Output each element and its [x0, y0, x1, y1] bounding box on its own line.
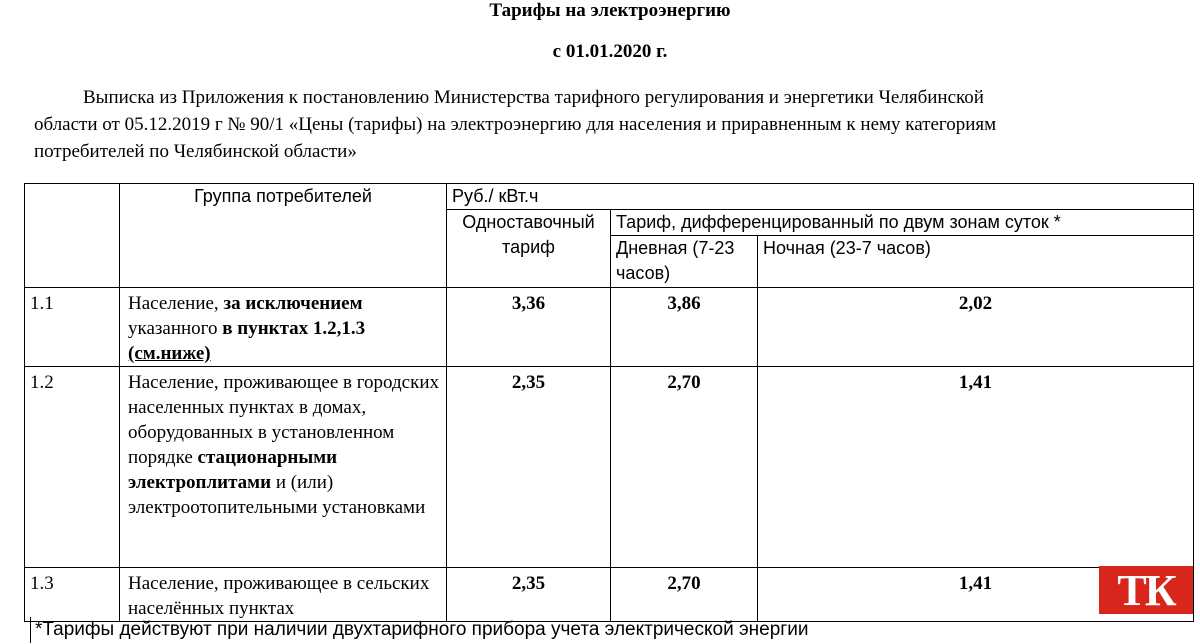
intro-paragraph: [34, 84, 1187, 165]
intro-line: области от 05.12.2019 г № 90/1 «Цены (тарифы) на электроэнергию для населения и приравненным к нему категориям: [34, 114, 997, 135]
row-description: [120, 288, 447, 367]
footnote: *Тарифы действуют при наличии двухтарифного прибора учета электрической энергии: [30, 617, 808, 643]
desc-text: Население, проживающее в городских населенных пунктах в домах, оборудованных в установленном порядке: [128, 372, 440, 468]
desc-bold: (см.ниже): [128, 343, 211, 364]
desc-text: и (или) электроотопительными установками: [128, 472, 426, 518]
day-rate-value: 2,70: [611, 568, 758, 622]
row-number: 1.2: [25, 367, 120, 568]
header-night: Ночная (23-7 часов): [758, 236, 1194, 288]
row-description: Население, проживающее в сельских населённых пунктах: [120, 568, 447, 622]
document-title: Тарифы на электроэнергию: [489, 0, 731, 21]
night-rate-value: 2,02: [758, 288, 1194, 367]
night-rate-value: 1,41: [758, 367, 1194, 568]
single-rate-value: 2,35: [447, 568, 611, 622]
desc-bold: в пунктах 1.2,1.3: [222, 318, 366, 339]
intro-line: потребителей по Челябинской области»: [34, 141, 357, 162]
header-group: Группа потребителей: [120, 184, 447, 288]
header-single-rate: Одноставочный тариф: [447, 210, 611, 288]
single-rate-value: 2,35: [447, 367, 611, 568]
tk-logo: ТК: [1099, 566, 1193, 614]
night-rate-value: 1,41: [758, 568, 1194, 622]
day-rate-value: 3,86: [611, 288, 758, 367]
day-rate-value: 2,70: [611, 367, 758, 568]
document-date: с 01.01.2020 г.: [552, 41, 668, 62]
row-number: 1.1: [25, 288, 120, 367]
row-number: 1.3: [25, 568, 120, 622]
desc-text: Население,: [128, 293, 224, 314]
desc-bold: стационарными электроплитами: [128, 447, 338, 493]
header-num-cell: [25, 184, 120, 288]
header-unit: Руб./ кВт.ч: [447, 184, 1194, 210]
tariff-table: [24, 183, 1194, 622]
header-day: Дневная (7-23 часов): [611, 236, 758, 288]
intro-line: Выписка из Приложения к постановлению Министерства тарифного регулирования и энергетики Челябинской: [83, 87, 984, 108]
table-row: [25, 288, 1194, 367]
header-two-zone: Тариф, дифференцированный по двум зонам суток *: [611, 210, 1194, 236]
table-row: [25, 568, 1194, 622]
single-rate-value: 3,36: [447, 288, 611, 367]
table-row: [25, 367, 1194, 568]
table-header-row: [25, 184, 1194, 210]
desc-text: указанного: [128, 318, 223, 339]
desc-bold: за исключением: [223, 293, 363, 314]
row-description: [120, 367, 447, 568]
